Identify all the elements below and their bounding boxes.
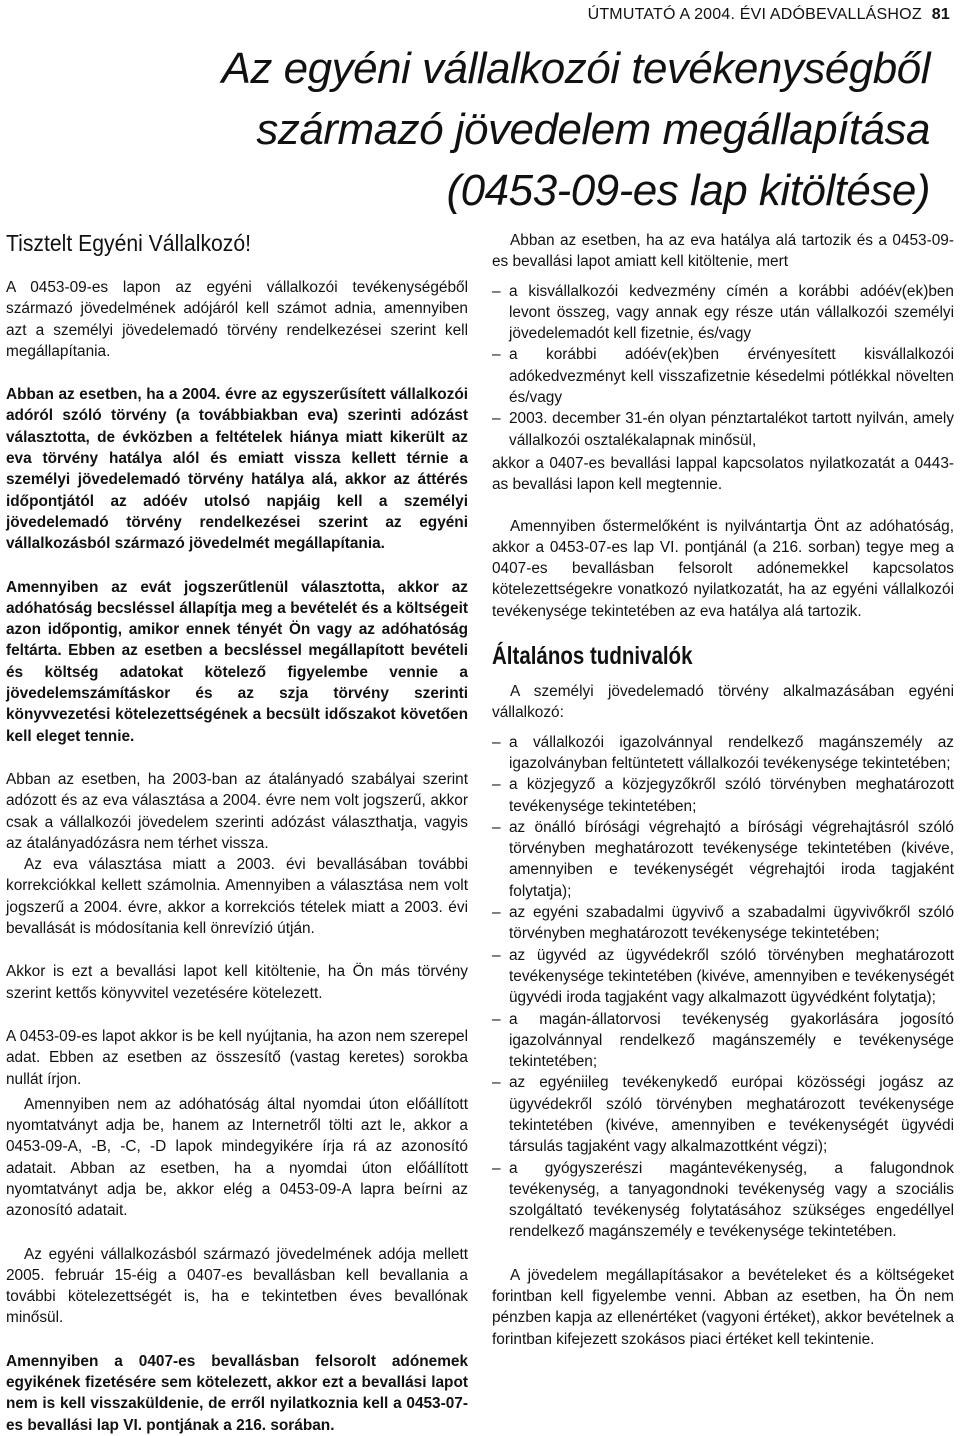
paragraph-0443: akkor a 0407-es bevallási lappal kapcsolatos nyilatkozatát a 0443-as bevallási lapon kell megtennie. [492,454,954,494]
greeting-heading: Tisztelt Egyéni Vállalkozó! [6,230,252,256]
list-item: – az önálló bírósági végrehajtó a bírósági végrehajtásról szóló törvényben meghatározott tevékenysége tekintetében (kivéve, amennyiben e tevékenységét végrehajtói iroda tagjaként folytatja); [492,818,954,900]
list-item: – a korábbi adóév(ek)ben érvényesített kisvállalkozói adókedvezményt kell visszafizetnie késedelmi pótlékkal növelten és/vagy [492,346,954,407]
paragraph-internet-form: Amennyiben nem az adóhatóság által nyomdai úton előállított nyomtatványt adja be, hanem az Internetről tölti azt le, akkor a 0453-09-A, -B, -C, -D lapok mindegyikére írja rá az azonosító adatait. Abban az esetben, ha a nyomdai úton előállított nyomtatványt adja be, akkor elég a 0453-09-A lapra beírni az azonosító adatait. [6,1095,468,1220]
page-title [70,38,930,221]
running-header-title: ÚTMUTATÓ A 2004. ÉVI ADÓBEVALLÁSHOZ [587,6,922,23]
paragraph-eva-unlawful: Amennyiben az evát jogszerűtlenül választotta, akkor az adóhatóság becsléssel állapítja meg a bevételét és a költségeit azon időpontig, amikor ennek tényét Ön vagy az adóhatóság feltárta. Ebben az esetben a becsléssel megállapított bevételi és költség adatokat kötelező figyelembe vennie a jövedelemszámításkor és az szja törvény szerinti könyvvezetési kötelezettségének a becsült időszakot követően kell eleget tennie. [6,578,468,745]
paragraph-intro: A 0453-09-es lapon az egyéni vállalkozói tevékenységéből származó jövedelmének adójáról kell számot adnia, amennyiben azt a személyi jövedelemadó törvény rendelkezései szerint kell megállapítania. [6,279,468,360]
list-item: – az ügyvéd az ügyvédekről szóló törvényben meghatározott tevékenysége tekintetében (kivéve, amennyiben e tevékenységét ügyvédi iroda tagjaként vagy alkalmazott ügyvédként folytatja); [492,946,954,1007]
paragraph-0407-deadline: Az egyéni vállalkozásból származó jövedelmének adója mellett 2005. február 15-éig a 0407-es bevallásban kell bevallania a további kötelezettségét is, ha e tekintetben éves bevallónak minősül. [6,1245,468,1327]
sole-trader-definition-list [492,732,954,1243]
list-item: – 2003. december 31-én olyan pénztartalékot tartott nyilván, amely vállalkozói osztalékalapnak minősül, [492,410,954,449]
page-title-line-1: Az egyéni vállalkozói tevékenységből [221,44,930,93]
list-item: – az egyéni szabadalmi ügyvivő a szabadalmi ügyvivőkről szóló törvényben meghatározott tevékenysége tekintetében; [492,904,954,943]
paragraph-empty-sheet: A 0453-09-es lapot akkor is be kell nyújtania, ha azon nem szerepel adat. Ebben az esetben az összesítő (vastag keretes) sorokba nullát írjon. [6,1027,468,1088]
list-item: – a gyógyszerészi magántevékenység, a falugondnok tevékenység, a tanyagondnoki tevékenység vagy a szociális szolgáltató tevékenység folytatásához szükséges engedéllyel rendelkező magánszemély e tevékenysége tekintetében. [492,1159,954,1241]
paragraph-forint-valuation: A jövedelem megállapításakor a bevételeket és a költségeket forintban kell figyelembe venni. Abban az esetben, ha Ön nem pénzben kapja az ellenértéket (vagyoni értéket), akkor bevételnek a forintban kifejezett szokásos piaci értéket kell tekintenie. [492,1266,954,1348]
eva-conditions-list [492,281,954,451]
page-title-line-2: származó jövedelem megállapítása [256,105,930,155]
paragraph-corrections: Az eva választása miatt a 2003. évi bevallásában további korrekciókkal kellett számolnia. Amennyiben a választása nem volt jogszerű a 2004. évre, akkor a korrekciós tételek miatt a 2003. évi bevallását is módosítania kell önrevízió útján. [6,856,468,938]
paragraph-0407-declaration: Amennyiben a 0407-es bevallásban felsorolt adónemek egyikének fizetésére sem kötelezett, akkor ezt a bevallási lapot nem is kell visszaküldenie, de erről nyilatkoznia kell a 0453-07-es bevallási lap VI. pontjának a 216. sorában. [6,1352,468,1434]
paragraph-flat-rate: Abban az esetben, ha 2003-ban az átalányadó szabályai szerint adózott és az eva választása a 2004. évre nem volt jogszerű, akkor csak a vállalkozói jövedelem szerinti adózást választhatja, vagyis az átalányadózásra nem térhet vissza. [6,770,468,852]
list-item: – a magán-állatorvosi tevékenység gyakorlására jogosító igazolvánnyal rendelkező magánszemély e tevékenysége tekintetében; [492,1010,954,1071]
running-header [588,6,950,24]
section-heading: Általános tudnivalók [492,642,693,671]
right-column [492,230,954,1350]
list-item: – a vállalkozói igazolvánnyal rendelkező magánszemély az igazolványban feltüntetett vállalkozói tevékenysége tekintetében; [492,733,954,772]
paragraph-double-entry: Akkor is ezt a bevallási lapot kell kitöltenie, ha Ön más törvény szerint kettős könyvvitel vezetésére kötelezett. [6,963,468,1002]
list-item: – a közjegyző a közjegyzőkről szóló törvényben meghatározott tevékenysége tekintetében; [492,776,954,815]
left-column [6,230,468,1436]
paragraph-eva-exit: Abban az esetben, ha a 2004. évre az egyszerűsített vállalkozói adóról szóló törvény (a továbbiakban eva) szerinti adózást választotta, de évközben a feltételek hiánya miatt kikerült az eva törvény hatálya alól és emiatt vissza kellett térnie a személyi jövedelemadó törvény hatálya alá, akkor az áttérés időpontjától az adóév utolsó napjáig kell a személyi jövedelemadó törvény rendelkezései szerint az egyéni vállalkozásból származó jövedelmét megállapítania. [6,386,468,553]
list-item: – az egyéniileg tevékenykedő európai közösségi jogász az ügyvédekről szóló törvényben meghatározott tevékenysége tekintetében (kivéve, amennyiben e tevékenységét ügyvédi társulás tagjaként vagy alkalmazottként végzi); [492,1074,954,1156]
page-title-line-3: (0453-09-es lap kitöltése) [446,166,930,216]
page-number: 81 [931,6,950,23]
paragraph-eva-intro: Abban az esetben, ha az eva hatálya alá tartozik és a 0453-09-es bevallási lapot amiatt kell kitöltenie, mert [492,232,954,271]
list-item: – a kisvállalkozói kedvezmény címén a korábbi adóév(ek)ben levont összeg, vagy annak egy része után vállalkozói személyi jövedelemadót kell fizetnie, és/vagy [492,282,954,343]
paragraph-definition-intro: A személyi jövedelemadó törvény alkalmazásában egyéni vállalkozó: [492,683,954,722]
paragraph-farmer: Amennyiben őstermelőként is nyilvántartja Önt az adóhatóság, akkor a 0453-07-es lap VI. pontjánál (a 216. sorban) tegye meg a 0407-es bevallásban felsorolt adónemekkel kapcsolatos kötelezettségekre vonatkozó nyilatkozatát, ha az egyéni vállalkozói tevékenysége tekintetében az eva hatálya alá tartozik. [492,517,954,620]
